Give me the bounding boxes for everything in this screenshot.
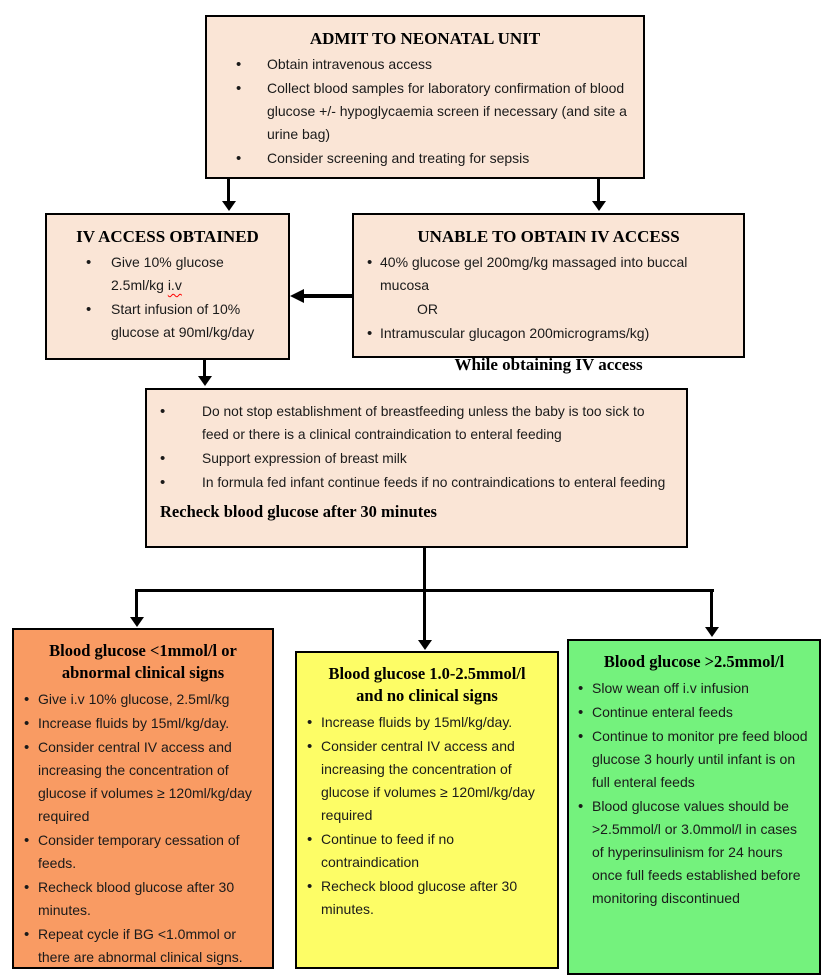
bullet-item: • Continue to monitor pre feed blood glucose 3 hourly until infant is on full enteral feeds — [592, 725, 809, 794]
iv-box-bullet-list — [55, 251, 280, 344]
admit-neonatal-unit-box — [205, 15, 645, 179]
bullet-item: • Slow wean off i.v infusion — [592, 677, 809, 700]
high-glucose-bullet-list — [577, 677, 811, 910]
feeding-box-bullet-list — [157, 400, 678, 494]
bullet-item: • Obtain intravenous access — [267, 53, 629, 76]
iv-box-title: IV ACCESS OBTAINED — [76, 227, 259, 246]
low-glucose-title — [23, 636, 263, 684]
bullet-item: • Do not stop establishment of breastfeeding unless the baby is too sick to feed or there is a clinical contraindication to enteral feeding — [202, 400, 674, 446]
bullet-item: • Increase fluids by 15ml/kg/day. — [321, 711, 546, 734]
bullet-item: • Consider central IV access and increasing the concentration of glucose if volumes ≥ 120ml/kg/day required — [321, 735, 546, 827]
arrow-down-icon — [705, 627, 719, 637]
mid-glucose-box — [295, 651, 559, 969]
arrow-left-icon — [290, 289, 304, 303]
spellcheck-underlined-word: i.v — [167, 277, 182, 293]
bullet-text: Give 10% glucose 2.5ml/kg — [111, 254, 224, 293]
while-obtaining-iv-access-note: While obtaining IV access — [454, 355, 643, 374]
flow-line-branch-left — [135, 589, 138, 618]
mid-glucose-title — [306, 659, 548, 707]
arrow-down-icon — [592, 201, 606, 211]
title-line: abnormal clinical signs — [61, 663, 225, 682]
flow-line-branch-right — [710, 589, 713, 628]
admit-box-title: ADMIT TO NEONATAL UNIT — [309, 29, 541, 48]
bullet-item: • Consider screening and treating for sepsis — [267, 147, 629, 170]
or-label: OR — [417, 301, 438, 317]
bullet-item: • Consider central IV access and increasing the concentration of glucose if volumes ≥ 120ml/kg/day required — [38, 736, 261, 828]
low-glucose-bullet-list — [23, 688, 263, 969]
unable-to-obtain-iv-access-box — [352, 213, 745, 374]
high-glucose-box — [567, 639, 821, 975]
flow-line-admit-to-iv — [227, 179, 230, 202]
or-separator — [380, 298, 731, 321]
bullet-item: • Continue enteral feeds — [592, 701, 809, 724]
bullet-item: • Recheck blood glucose after 30 minutes. — [321, 875, 546, 921]
bullet-item: • 40% glucose gel 200mg/kg massaged into buccal mucosa — [380, 251, 731, 297]
low-glucose-box — [12, 628, 274, 969]
bullet-item: • In formula fed infant continue feeds if no contraindications to enteral feeding — [202, 471, 674, 494]
arrow-down-icon — [418, 640, 432, 650]
flow-line-branch-center — [423, 589, 426, 641]
admit-box-bullet-list — [215, 53, 635, 170]
flow-line-admit-to-unable — [597, 179, 600, 202]
bullet-item: • Collect blood samples for laboratory confirmation of blood glucose +/- hypoglycaemia screen if necessary (and site a urine bag) — [267, 77, 629, 146]
iv-access-obtained-box — [45, 213, 290, 360]
flow-line-branch-stem — [423, 548, 426, 591]
recheck-glucose-note: Recheck blood glucose after 30 minutes — [160, 502, 437, 521]
unable-box-bullet-list — [362, 251, 735, 345]
bullet-item — [111, 251, 276, 297]
bullet-item: • Start infusion of 10% glucose at 90ml/kg/day — [111, 298, 276, 344]
arrow-down-icon — [130, 617, 144, 627]
title-line: Blood glucose 1.0-2.5mmol/l — [328, 664, 526, 683]
bullet-item: • Repeat cycle if BG <1.0mmol or there are abnormal clinical signs. — [38, 923, 261, 969]
bullet-item: • Consider temporary cessation of feeds. — [38, 829, 261, 875]
mid-glucose-bullet-list — [306, 711, 548, 921]
bullet-item: • Continue to feed if no contraindication — [321, 828, 546, 874]
bullet-item: • Increase fluids by 15ml/kg/day. — [38, 712, 261, 735]
bullet-item: • Intramuscular glucagon 200micrograms/kg) — [380, 322, 731, 345]
high-glucose-title — [577, 647, 811, 673]
arrow-down-icon — [222, 201, 236, 211]
bullet-item: • Recheck blood glucose after 30 minutes. — [38, 876, 261, 922]
title-line: Blood glucose >2.5mmol/l — [603, 652, 785, 671]
title-line: and no clinical signs — [356, 686, 498, 705]
unable-box-title: UNABLE TO OBTAIN IV ACCESS — [417, 227, 680, 246]
arrow-down-icon — [198, 376, 212, 386]
title-line: Blood glucose <1mmol/l or — [49, 641, 237, 660]
flow-line-unable-to-iv — [303, 294, 352, 298]
bullet-item: • Give i.v 10% glucose, 2.5ml/kg — [38, 688, 261, 711]
bullet-item: • Blood glucose values should be >2.5mmol/l or 3.0mmol/l in cases of hyperinsulinism for 24 hours once full feeds established before monitoring discontinued — [592, 795, 809, 910]
feeding-advice-box — [145, 388, 688, 548]
bullet-item: • Support expression of breast milk — [202, 447, 674, 470]
